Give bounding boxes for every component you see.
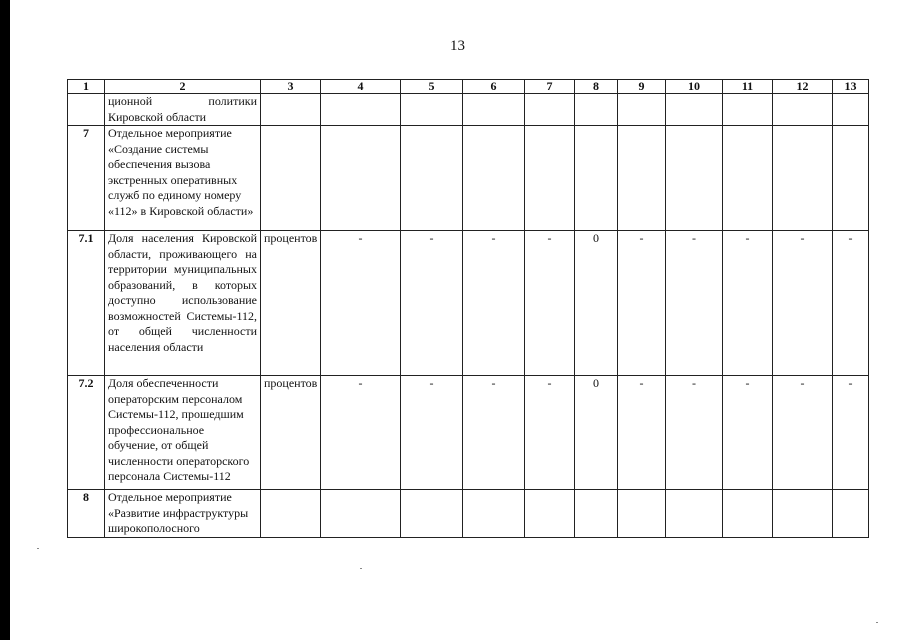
col-header-2: 2: [105, 80, 261, 94]
row-value: [321, 94, 401, 126]
table-row: [68, 94, 869, 126]
row-value: -: [723, 376, 773, 490]
col-header-7: 7: [525, 80, 575, 94]
row-unit: процентов: [261, 376, 321, 490]
table-row: [68, 126, 869, 231]
scan-margin-bar: [0, 0, 10, 640]
row-value: [401, 490, 463, 538]
col-header-10: 10: [666, 80, 723, 94]
scan-speck: [876, 622, 878, 623]
row-value: -: [618, 376, 666, 490]
row-value: [463, 490, 525, 538]
row-number: 7.2: [68, 376, 105, 490]
col-header-12: 12: [773, 80, 833, 94]
row-unit: [261, 126, 321, 231]
row-number: 7: [68, 126, 105, 231]
row-value: [525, 126, 575, 231]
row-name: Доля населения Кировской области, проживающего на территории муниципальных образований, в которых доступно использование возможностей Системы-112, от общей численности населения области: [105, 231, 261, 376]
row-name: ционной политики Кировской области: [105, 94, 261, 126]
row-value: [723, 490, 773, 538]
col-header-4: 4: [321, 80, 401, 94]
row-value: [773, 94, 833, 126]
row-value: [401, 126, 463, 231]
row-name: Отдельное мероприятие «Создание системы обеспечения вызова экстренных оперативных служб по единому номеру «112» в Кировской области»: [105, 126, 261, 231]
row-value: [525, 94, 575, 126]
table-row: [68, 231, 869, 376]
row-value: -: [773, 376, 833, 490]
row-value: -: [525, 376, 575, 490]
row-value: [575, 126, 618, 231]
table-row: [68, 376, 869, 490]
row-value: -: [833, 376, 869, 490]
row-value: -: [618, 231, 666, 376]
row-value: [666, 126, 723, 231]
row-value: [463, 126, 525, 231]
row-value: [618, 490, 666, 538]
header-row: [68, 80, 869, 94]
col-header-6: 6: [463, 80, 525, 94]
row-value: [773, 490, 833, 538]
row-value: [575, 490, 618, 538]
col-header-1: 1: [68, 80, 105, 94]
col-header-5: 5: [401, 80, 463, 94]
row-value: [833, 94, 869, 126]
indicators-table: [67, 79, 869, 538]
row-value: -: [401, 231, 463, 376]
row-value: [833, 126, 869, 231]
row-value: -: [525, 231, 575, 376]
row-value: 0: [575, 376, 618, 490]
row-unit: [261, 490, 321, 538]
col-header-13: 13: [833, 80, 869, 94]
col-header-9: 9: [618, 80, 666, 94]
scan-speck: [37, 548, 39, 549]
row-value: -: [666, 376, 723, 490]
row-value: -: [463, 376, 525, 490]
row-value: [525, 490, 575, 538]
row-number: 7.1: [68, 231, 105, 376]
row-value: -: [723, 231, 773, 376]
row-value: [618, 94, 666, 126]
row-value: [618, 126, 666, 231]
row-value: -: [321, 376, 401, 490]
row-value: -: [463, 231, 525, 376]
row-value: 0: [575, 231, 618, 376]
row-number: 8: [68, 490, 105, 538]
row-value: [833, 490, 869, 538]
row-value: -: [833, 231, 869, 376]
row-value: [723, 126, 773, 231]
scan-speck: [360, 568, 362, 569]
row-value: -: [773, 231, 833, 376]
col-header-3: 3: [261, 80, 321, 94]
row-value: [463, 94, 525, 126]
table-row: [68, 490, 869, 538]
col-header-11: 11: [723, 80, 773, 94]
row-value: -: [401, 376, 463, 490]
row-value: [321, 490, 401, 538]
row-value: -: [666, 231, 723, 376]
row-number: [68, 94, 105, 126]
row-value: [723, 94, 773, 126]
row-value: [773, 126, 833, 231]
row-value: [321, 126, 401, 231]
row-value: [666, 94, 723, 126]
row-value: [666, 490, 723, 538]
row-name: Доля обеспеченности операторским персоналом Системы-112, прошедшим профессиональное обучение, от общей численности операторского персонала Системы-112: [105, 376, 261, 490]
row-value: [401, 94, 463, 126]
row-name: Отдельное мероприятие «Развитие инфраструктуры широкополосного: [105, 490, 261, 538]
row-unit: [261, 94, 321, 126]
row-value: -: [321, 231, 401, 376]
row-value: [575, 94, 618, 126]
page-number: 13: [450, 38, 465, 54]
row-unit: процентов: [261, 231, 321, 376]
col-header-8: 8: [575, 80, 618, 94]
